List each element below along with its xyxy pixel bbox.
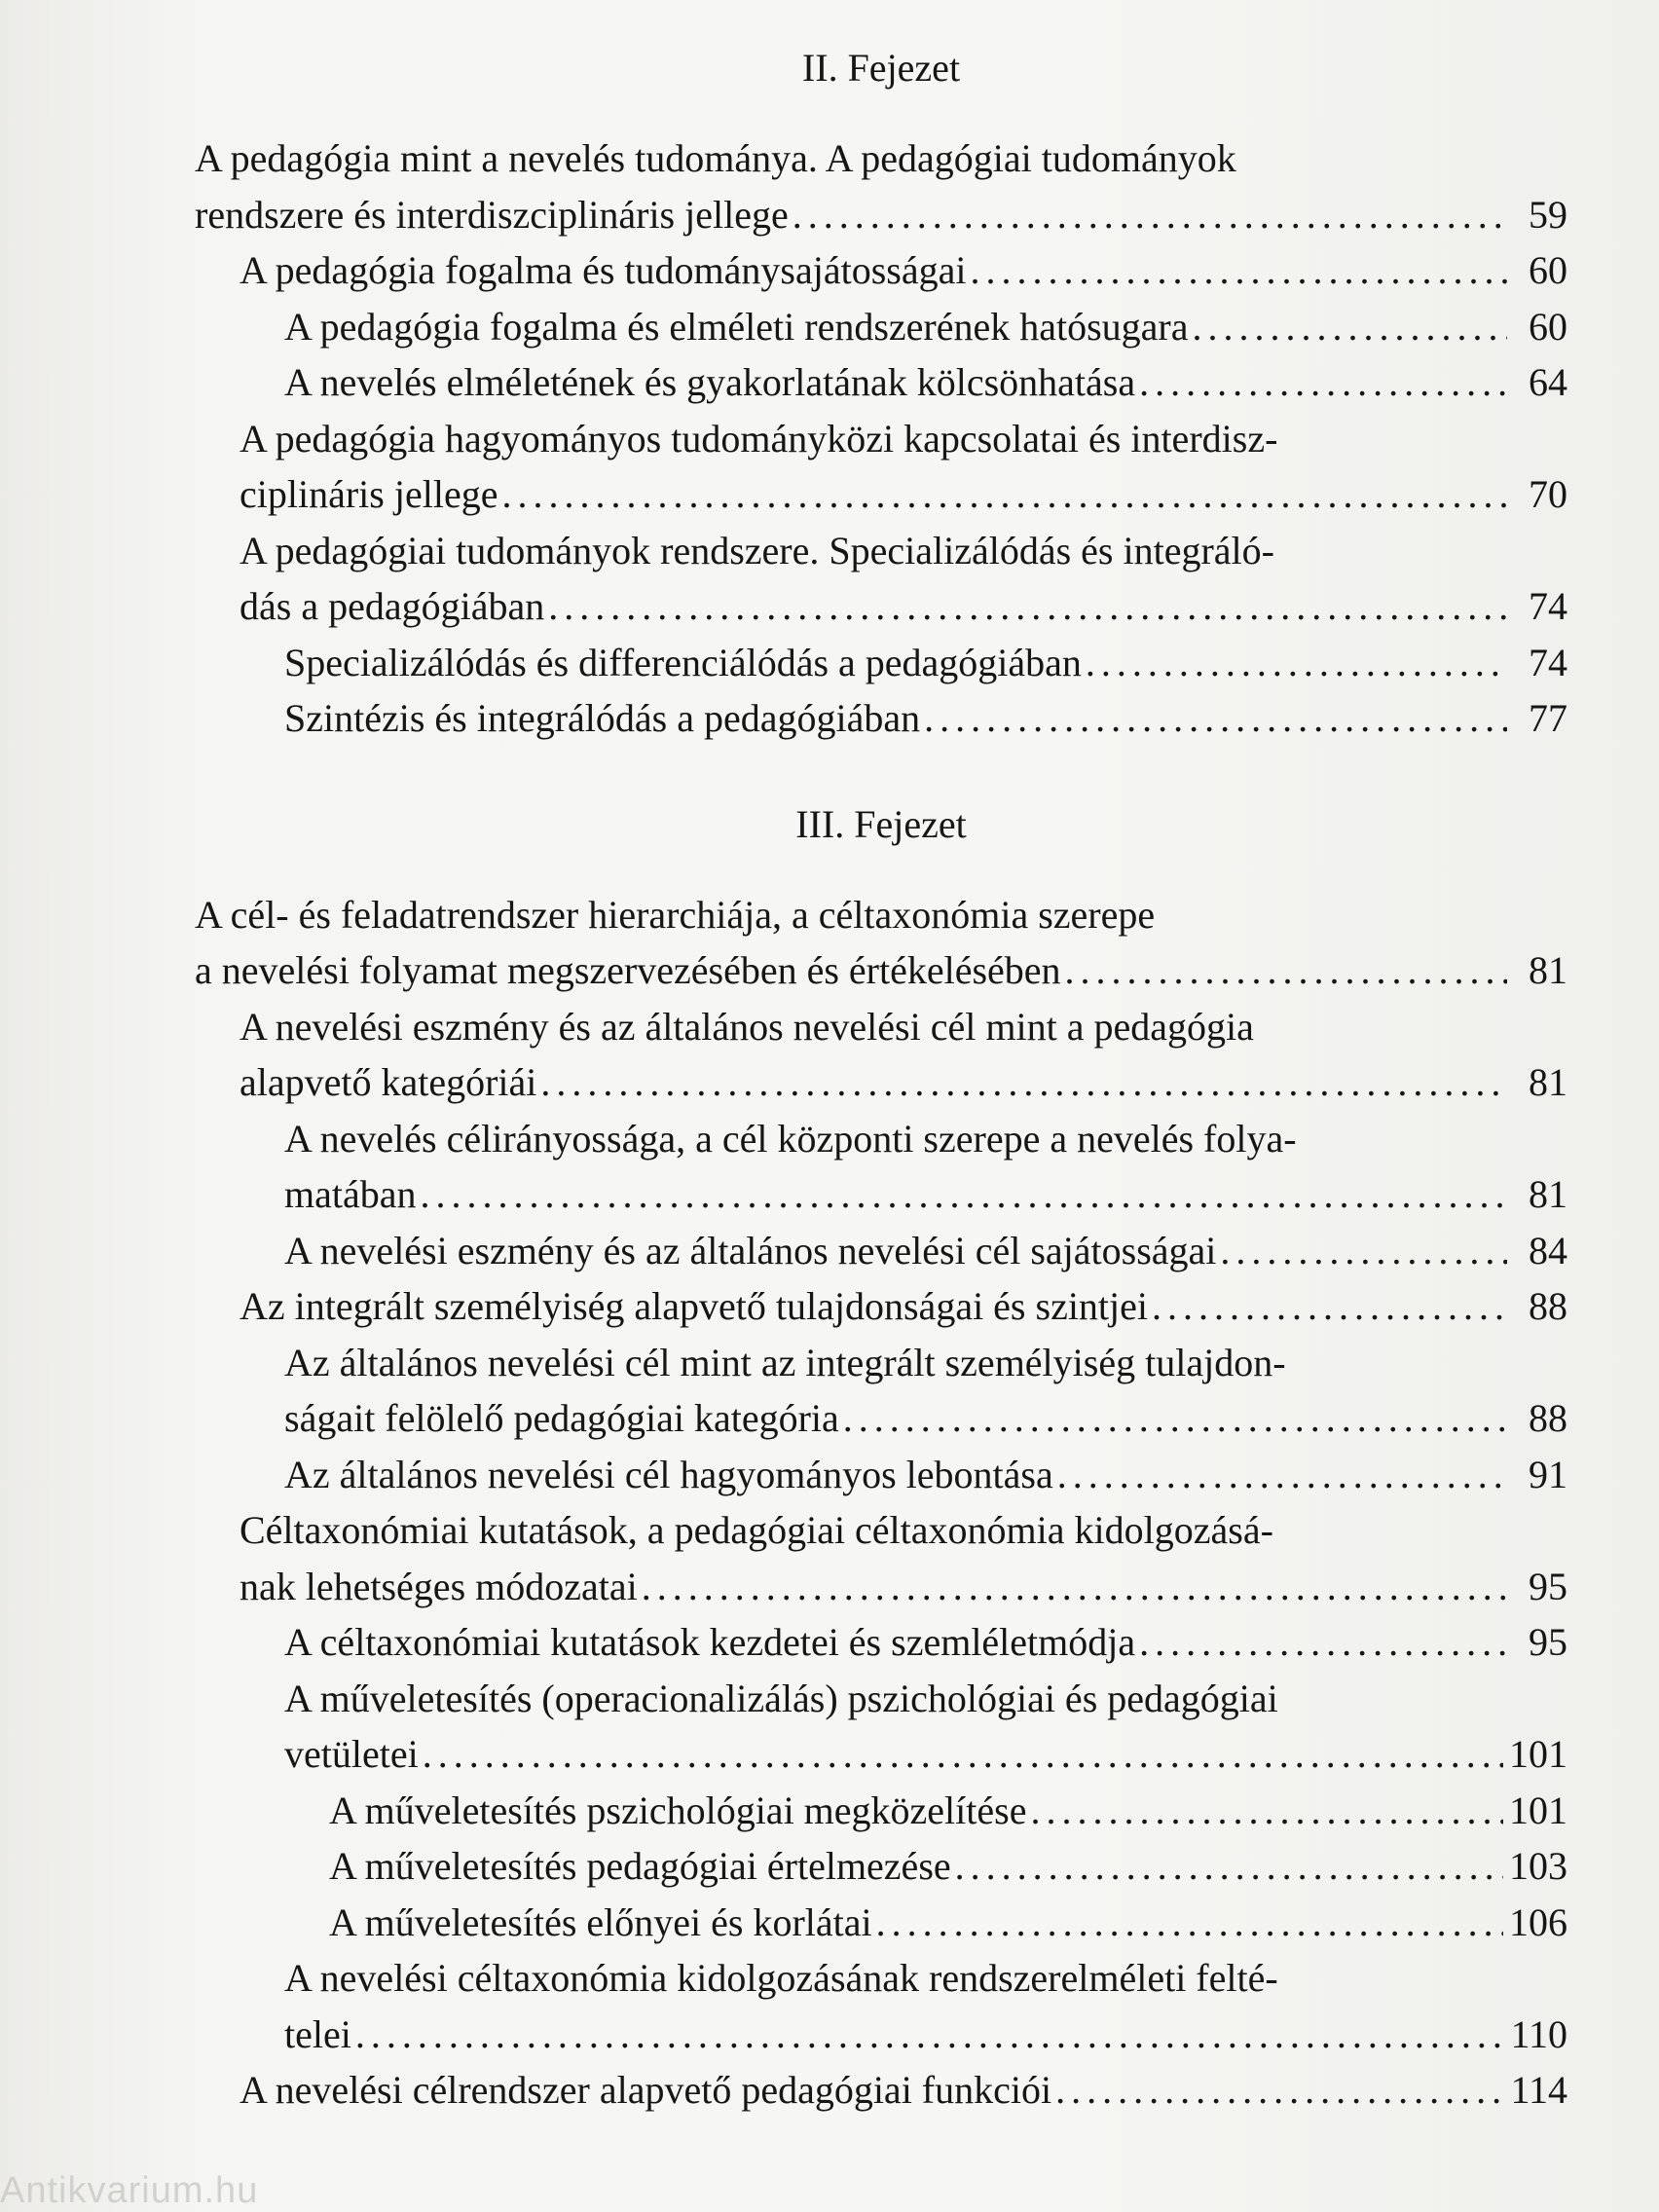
toc-entry-title: ságait felölelő pedagógiai kategória	[284, 1396, 839, 1440]
dot-leader	[1055, 2062, 1504, 2119]
toc-entry-title: Az integrált személyiség alapvető tulajdonságai és szintjei	[240, 1284, 1149, 1328]
toc-entry	[195, 523, 1567, 635]
page-number: 110	[1510, 2011, 1567, 2056]
page-number: 95	[1529, 1620, 1567, 1664]
toc-entry-line: Céltaxonómiai kutatások, a pedagógiai céltaxonómia kidolgozásá-	[240, 1508, 1273, 1552]
toc-entry	[195, 1502, 1567, 1614]
page-number: 101	[1509, 1732, 1567, 1776]
toc-entry	[195, 1950, 1567, 2062]
toc-entry	[195, 690, 1567, 747]
toc-entry	[195, 354, 1567, 411]
toc-entry-line: Az általános nevelési cél mint az integrált személyiség tulajdon-	[284, 1340, 1286, 1384]
page-number: 81	[1529, 1060, 1567, 1104]
page-number: 74	[1529, 640, 1567, 684]
toc-entry-title: Specializálódás és differenciálódás a pedagógiában	[284, 640, 1082, 684]
dot-leader	[1030, 1783, 1503, 1839]
toc-entry-title: A céltaxonómiai kutatások kezdetei és szemléletmódja	[284, 1620, 1136, 1664]
toc-entry-line: A pedagógia mint a nevelés tudománya. A pedagógiai tudományok	[195, 136, 1236, 180]
page-number: 81	[1529, 1172, 1567, 1216]
page-number: 74	[1529, 584, 1567, 628]
toc-entry-title: Az általános nevelési cél hagyományos lebontása	[284, 1452, 1053, 1496]
toc-entry	[195, 887, 1567, 999]
toc-entry	[195, 1223, 1567, 1279]
toc-entry-title: A pedagógia fogalma és tudománysajátosságai	[240, 248, 967, 292]
toc-entry	[195, 242, 1567, 299]
dot-leader	[501, 466, 1507, 523]
toc-entry-title: Szintézis és integrálódás a pedagógiában	[284, 696, 921, 740]
page-number: 59	[1529, 192, 1567, 237]
dot-leader	[924, 690, 1507, 747]
toc-entry-line: A műveletesítés (operacionalizálás) pszichológiai és pedagógiai	[284, 1676, 1278, 1720]
page-number: 70	[1529, 472, 1567, 516]
dot-leader	[1152, 1278, 1507, 1335]
dot-leader	[1057, 1447, 1507, 1503]
page-number: 60	[1529, 304, 1567, 349]
dot-leader	[642, 1559, 1507, 1615]
toc-entry	[195, 1614, 1567, 1671]
dot-leader	[955, 1838, 1503, 1895]
dot-leader	[1086, 635, 1507, 691]
toc-entry-line: A pedagógiai tudományok rendszere. Specializálódás és integráló-	[240, 528, 1274, 572]
dot-leader	[548, 578, 1507, 635]
dot-leader	[876, 1895, 1503, 1951]
toc-entry	[195, 1278, 1567, 1335]
toc-entry-title: A műveletesítés pedagógiai értelmezése	[329, 1844, 951, 1888]
toc-entry-title: nak lehetséges módozatai	[240, 1564, 638, 1608]
toc-entry-title: A pedagógia fogalma és elméleti rendszerének hatósugara	[284, 304, 1189, 349]
toc-entry	[195, 1447, 1567, 1503]
dot-leader	[423, 1726, 1503, 1783]
toc-entry-line: A nevelési céltaxonómia kidolgozásának rendszerelméleti felté-	[284, 1956, 1278, 2000]
toc-entry-line: A nevelés célirányossága, a cél központi szerepe a nevelés folya-	[284, 1116, 1297, 1161]
chapter-heading: III. Fejezet	[795, 801, 967, 846]
toc-entry-line: A nevelési eszmény és az általános nevelési cél mint a pedagógia	[240, 1004, 1254, 1049]
toc-entry	[195, 1671, 1567, 1783]
toc-entry-title: matában	[284, 1172, 417, 1216]
toc-entry	[195, 411, 1567, 523]
dot-leader	[1193, 299, 1508, 355]
toc-entry-title: A nevelés elméletének és gyakorlatának kölcsönhatása	[284, 360, 1136, 404]
chapter-heading: II. Fejezet	[801, 46, 961, 90]
page-number: 114	[1510, 2068, 1567, 2112]
page-number: 77	[1529, 696, 1567, 740]
page-number: 88	[1529, 1396, 1567, 1440]
page-number: 91	[1529, 1452, 1567, 1496]
toc-entry	[195, 130, 1567, 242]
toc-entry	[195, 1335, 1567, 1447]
toc-entry-title: dás a pedagógiában	[240, 584, 545, 628]
page-number: 106	[1509, 1899, 1567, 1944]
page-number: 103	[1509, 1844, 1567, 1888]
table-of-contents	[195, 39, 1567, 2119]
toc-entry-line: A pedagógia hagyományos tudományközi kapcsolatai és interdisz-	[240, 416, 1278, 461]
toc-entry	[195, 635, 1567, 691]
page-number: 101	[1509, 1788, 1567, 1832]
toc-entry	[195, 299, 1567, 355]
toc-entry	[195, 1895, 1567, 1951]
toc-entry-title: a nevelési folyamat megszervezésében és értékelésében	[195, 948, 1061, 992]
toc-entry-title: A nevelési eszmény és az általános nevelési cél sajátosságai	[284, 1228, 1217, 1272]
page-number: 88	[1529, 1284, 1567, 1328]
toc-entry-title: ciplináris jellege	[240, 472, 498, 516]
dot-leader	[793, 187, 1507, 243]
dot-leader	[1220, 1223, 1507, 1279]
toc-entry-title: A műveletesítés előnyei és korlátai	[329, 1899, 872, 1944]
toc-entry-title: rendszere és interdiszciplináris jellege	[195, 192, 789, 237]
toc-entry	[195, 999, 1567, 1111]
toc-entry-title: telei	[284, 2011, 351, 2056]
dot-leader	[421, 1166, 1508, 1223]
toc-entry-title: A nevelési célrendszer alapvető pedagógiai funkciói	[240, 2068, 1052, 2112]
dot-leader	[355, 2007, 1505, 2063]
watermark: Antikvarium.hu	[0, 2170, 259, 2211]
toc-entry	[195, 1783, 1567, 1839]
toc-entry-title: A műveletesítés pszichológiai megközelítése	[329, 1788, 1027, 1832]
dot-leader	[1139, 354, 1507, 411]
toc-entry-title: alapvető kategóriái	[240, 1060, 537, 1104]
page-number: 60	[1529, 248, 1567, 292]
dot-leader	[970, 242, 1507, 299]
dot-leader	[1065, 942, 1507, 999]
page-number: 81	[1529, 948, 1567, 992]
page-number: 84	[1529, 1228, 1567, 1272]
page-number: 64	[1529, 360, 1567, 404]
dot-leader	[1139, 1614, 1507, 1671]
toc-entry	[195, 1838, 1567, 1895]
toc-entry-title: vetületei	[284, 1732, 419, 1776]
page-number: 95	[1529, 1564, 1567, 1608]
dot-leader	[540, 1054, 1507, 1111]
toc-entry	[195, 2062, 1567, 2119]
dot-leader	[843, 1390, 1507, 1447]
toc-entry-line: A cél- és feladatrendszer hierarchiája, a céltaxonómia szerepe	[195, 892, 1156, 937]
toc-entry	[195, 1111, 1567, 1223]
